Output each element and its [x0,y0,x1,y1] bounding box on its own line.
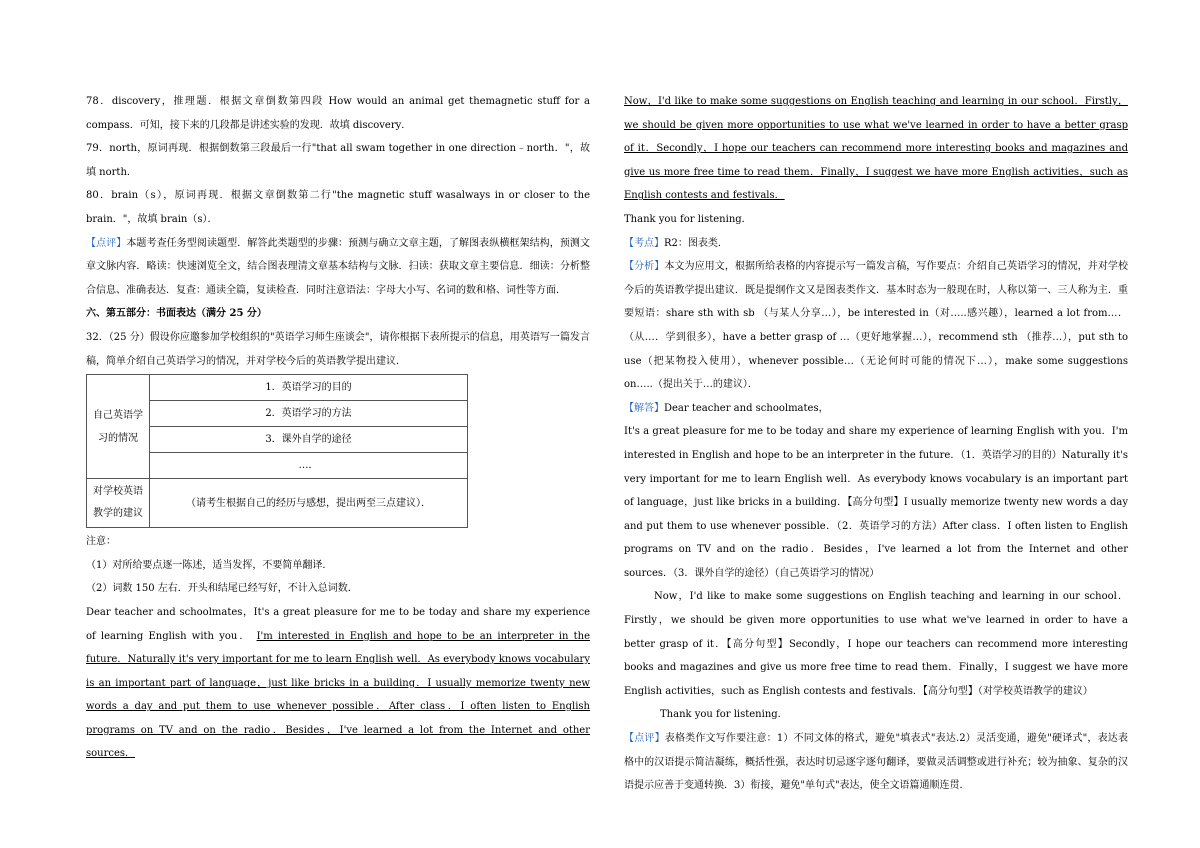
note-title: 注意： [86,536,116,548]
given-underlined: I'm interested in English and hope to be an interpreter in the future．Naturally it's very important for me to learn English well．As everybody knows vocabulary is an important part of language，just like bricks in a building．I usually memorize twenty new words a day and put them to use whenever possible．After class．I often listen to English programs on TV and on the radio．Besides，I've learned a lot from the Internet and other sources． [86,630,590,760]
table-cell: 2．英语学习的方法 [150,401,468,427]
given-opening: Dear teacher and schoolmates，It's a great pleasure for me to be today and share my experience of learning English with you． [86,606,590,642]
analysis [624,255,1128,397]
kaodian-tag: 【考点】 [624,237,664,249]
question-32: 32．（25 分）假设你应邀参加学校组织的"英语学习师生座谈会"，请你根据下表所提示的信息，用英语写一篇发言稿，简单介绍自己英语学习的情况，并对学校今后的英语教学提出建议． [86,331,590,367]
answer-text-2a: It's a great pleasure for me to be today and share my experience of learning English with you．I'm interested in English and hope to be an interpreter in the future．（1．英语学习的目的）Naturally it's very important for me to learn English well．As everybody knows vocabulary is an important part of language，just like bricks in a building． [624,426,1128,509]
answer-text-1: Dear teacher and schoolmates， [664,402,829,414]
comment-paragraph [86,232,590,303]
high-score-tag: 【高分句型】 [922,685,978,697]
review-text: 表格类作文写作要注意：1）不同文体的格式，避免"填表式"表达.2）灵活变通，避免"硬译式"，表达表格中的汉语提示简洁凝练，概括性强，表达时切忌逐字逐句翻译，要做灵活调整或进行补充；较为抽象、复杂的汉语提示应善于变通转换．3）衔接，避免"单句式"表达，使全文语篇通顺连贯． [624,733,1128,792]
answer-closing: Thank you for listening． [660,709,788,721]
analysis-tag: 【分析】 [624,261,665,273]
table-cell: 1．英语学习的目的 [150,375,468,401]
review [624,727,1128,798]
comment-tag: 【点评】 [86,237,127,249]
high-score-tag: 【高分句型】 [847,497,904,509]
essay-continuation: Now，I'd like to make some suggestions on English teaching and learning in our school．Firstly，we should be given more opportunities to use what we've learned in order to have a better grasp of it．Secondly，I hope our teachers can recommend more interesting books and magazines and give us more free time to read them．Finally，I suggest we have more English activities，such as English contests and festivals． [624,96,1128,202]
analysis-text: 本文为应用文，根据所给表格的内容提示写一篇发言稿，写作要点：介绍自己英语学习的情况，并对学校今后的英语教学提出建议．既是提纲作文又是图表类作文．基本时态为一般现在时，人称以第一、三人称为主．重要短语：share sth with sb （与某人分享…），be interested in（对…..感兴趣），learned a lot from…．（从…．学到很多），have a better grasp of …（更好地掌握…），recommend sth （推荐…），put sth to use（把某物投入使用），whenever possible…（无论何时可能的情况下…），make some suggestions on…..（提出关于…的建议）． [624,261,1129,391]
given-essay-start [86,601,590,766]
closing-line: Thank you for listening． [624,213,752,225]
comment-text: 本题考查任务型阅读题型．解答此类题型的步骤：预测与确立文章主题，了解图表纵横框架结构，预测文章文脉内容．略读：快速浏览全文，结合图表理清文章基本结构与文脉．扫读：获取文章主要信息．细读：分析整合信息、准确表达．复查：通读全篇，复读检查．同时注意语法：字母大小写、名词的数和格、词性等方面． [86,237,591,296]
table-cell-advice: （请考生根据自己的经历与感想，提出两至三点建议）． [150,479,468,528]
table-cell: …． [150,453,468,479]
answer-tag: 【解答】 [624,402,664,414]
note-1: （1）对所给要点逐一陈述，适当发挥，不要简单翻译． [86,559,333,571]
answer-text-3c: （对学校英语教学的建议） [977,685,1093,697]
answer-text-3a: Now，I'd like to make some suggestions on English teaching and learning in our school．Firstly，we should be given more opportunities to use what we've learned in order to have a better grasp of it． [624,591,1128,650]
answer-salutation [624,397,1128,421]
answer-text-2b: I usually memorize twenty new words a day and put them to use whenever possible．（2．英语学习的方法）After class．I often listen to English programs on TV and on the radio．Besides，I've learned a lot from the Internet and other sources．（3．课外自学的途径）（自己英语学习的情况） [624,497,1128,579]
table-cell: 3．课外自学的途径 [150,427,468,453]
prompt-table [86,374,468,528]
right-column [624,90,1128,798]
answer-79: 79．north，原词再现．根据倒数第三段最后一行"that all swam together in one direction﹣north．"，故填 north． [86,143,590,178]
table-head-self: 自己英语学习的情况 [87,375,150,479]
review-tag: 【点评】 [624,733,665,745]
answer-78: 78．discovery，推理题．根据文章倒数第四段 How would an animal get themagnetic stuff for a compass．可知，接下来的几段都是讲述实验的发现．故填 discovery． [86,96,590,131]
answer-para-1 [624,420,1128,585]
section-heading: 六、第五部分：书面表达（满分 25 分） [86,308,267,320]
answer-80: 80．brain（s），原词再现．根据文章倒数第二行"the magnetic stuff wasalways in or closer to the brain．"，故填 brain（s）． [86,190,590,225]
kaodian [624,232,1128,256]
answer-text-3b: Secondly，I hope our teachers can recommend more interesting books and magazines and give us more free time to read them．Finally，I suggest we have more English activities，such as English contests and festivals． [624,638,1128,697]
answer-para-2 [624,585,1128,703]
kaodian-text: R2：图表类． [664,237,728,249]
table-head-advice: 对学校英语教学的建议 [87,479,150,528]
left-column [86,90,590,766]
note-2: （2）词数 150 左右．开头和结尾已经写好，不计入总词数． [86,583,358,595]
high-score-tag: 【高分句型】 [726,638,789,650]
